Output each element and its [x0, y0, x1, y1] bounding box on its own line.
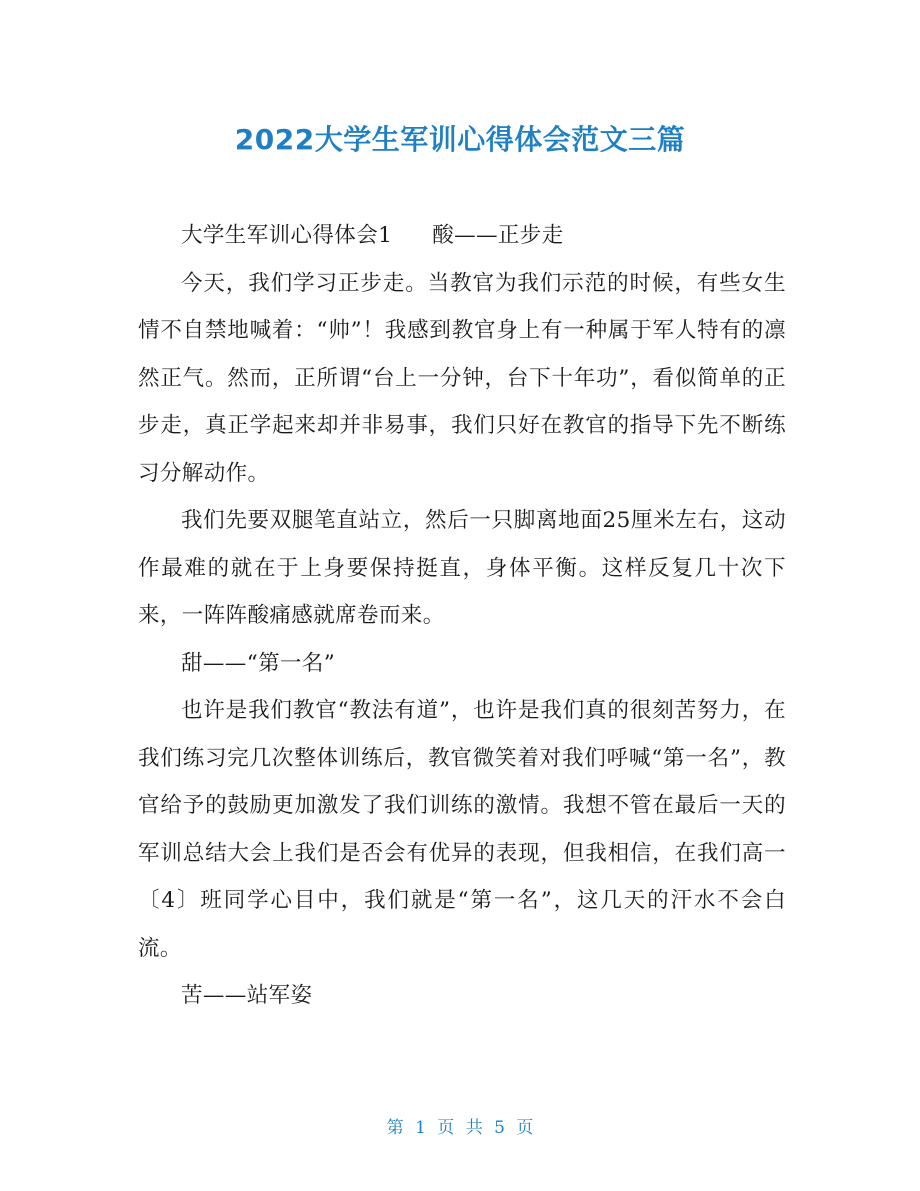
sub-heading: 苦——站军姿: [181, 983, 313, 1008]
paragraph: 也许是我们教官“教法有道”，也许是我们真的很刻苦努力，在我们练习完几次整体训练后，教官微笑着对我们呼喊“第一名”，教官给予的鼓励更加激发了我们训练的激情。我想不管在最后一天的军训总结大会上我们是否会有优异的表现，但我相信，在我们高一〔4〕班同学心目中，我们就是“第一名”，这几天的汗水不会白流。: [138, 698, 786, 961]
page-number-footer: 第 1 页 共 5 页: [386, 1118, 534, 1138]
paragraph: 今天，我们学习正步走。当教官为我们示范的时候，有些女生情不自禁地喊着：“帅”！我感到教官身上有一种属于军人特有的凛然正气。然而，正所谓“台上一分钟，台下十年功”，看似简单的正步走，真正学起来却并非易事，我们只好在教官的指导下先不断练习分解动作。: [138, 270, 786, 486]
section-subtitle: 酸——正步走: [432, 223, 564, 248]
paragraph: 我们先要双腿笔直站立，然后一只脚离地面25厘米左右，这动作最难的就在于上身要保持挺直，身体平衡。这样反复几十次下来，一阵阵酸痛感就席卷而来。: [138, 508, 786, 628]
section-label: 大学生军训心得体会1: [181, 223, 393, 248]
document-title: 2022大学生军训心得体会范文三篇: [234, 123, 686, 156]
document-body: [138, 212, 786, 1020]
section-heading: [138, 212, 786, 260]
sub-heading: 甜——“第一名”: [181, 650, 336, 676]
